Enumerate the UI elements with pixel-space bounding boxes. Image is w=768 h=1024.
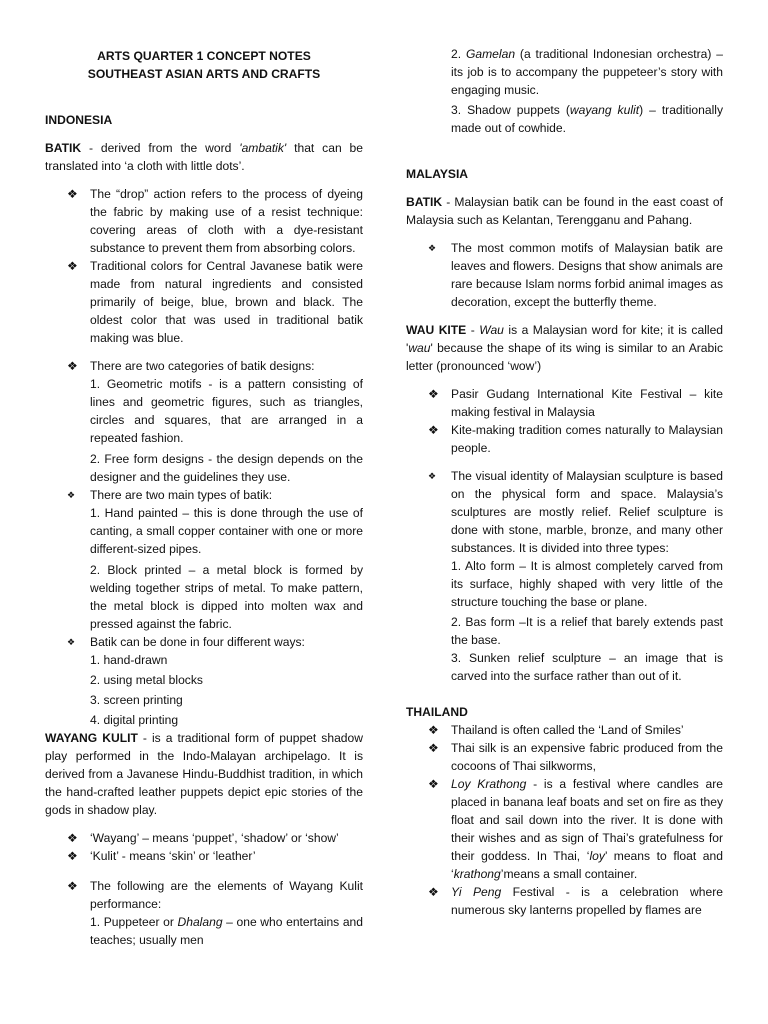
batik-def-a: - derived from the word [81,141,240,155]
shadow-a: 3. Shadow puppets ( [451,103,570,117]
diamond-bullet-icon: ❖ [67,831,78,845]
wayang-def: - is a traditional form of puppet shadow play performed in the Indo-Malayan archipelago. It is derived from a Javanese Hindu-Buddhist tradition, in which the hand-crafted leather puppets depict epic stories of the gods in shadow play. [45,731,363,817]
right-column [406,0,723,919]
list-item [45,185,363,257]
way-item: 2. using metal blocks [90,673,203,687]
left-column [45,0,363,949]
batik-def-ambatik: 'ambatik' [239,141,287,155]
list-item [406,239,723,311]
diamond-bullet-icon: ❖ [428,777,439,791]
list-item [406,739,723,775]
yi-peng-def: Festival - is a celebration where numerous sky lanterns propelled by flames are [451,885,723,917]
sculpture-list [406,467,723,557]
categories-intro: There are two categories of batik designs: [90,359,315,373]
hand-painted: 1. Hand painted – this is done through the use of canting, a small copper container with one or more different-sized pipes. [90,506,363,556]
wayang-term: WAYANG KULIT [45,731,138,745]
list-item [406,421,723,457]
small-bullet-icon: ❖ [428,471,437,481]
krathong-word: krathong [453,867,501,881]
diamond-bullet-icon: ❖ [67,879,78,893]
wau-word2: wau [408,341,431,355]
wau-c: ' because the shape of its wing is similar to an Arabic letter (pronounced ‘wow’) [406,341,723,373]
yi-peng-term: Yi Peng [451,885,502,899]
heading-thailand: THAILAND [406,705,468,719]
wau-kite-definition [406,321,723,375]
loy-a: - is a festival where candles are placed in banana leaf boats and set on fire as they float and sail down into the river. It is done with their wishes and as sign of Thai’s gratefulness for their goddess. In Thai, ‘ [451,777,723,863]
block-printed: 2. Block printed – a metal block is formed by welding together strips of metal. To make pattern, the metal block is dipped into molten wax and pressed against the fabric. [90,563,363,631]
gamelan-a: 2. [451,47,466,61]
batik-facts-list [45,185,363,347]
list-item [406,721,723,739]
batik-term: BATIK [45,141,82,155]
list-item [45,357,363,375]
way-item: 4. digital printing [90,713,179,727]
list-item [45,257,363,347]
batik-categories-list [45,357,363,375]
batik-def-b: that can be translated into ‘a cloth with little dots’. [45,141,363,173]
gamelan-element [406,45,723,99]
puppeteer-b: – one who entertains and teaches; usually men [90,915,364,947]
wayang-meaning-list [45,829,363,865]
motifs-text: The most common motifs of Malaysian batik are leaves and flowers. Designs that show animals are rare because Islam norms forbid animal images as decoration, except the butterfly theme. [451,241,723,309]
list-item [406,467,723,557]
types-intro: There are two main types of batik: [90,488,273,502]
geometric-motifs: 1. Geometric motifs - is a pattern consisting of lines and geometric figures, such as triangles, circles and squares, that are arranged in a repeated fashion. [90,377,363,445]
small-bullet-icon: ❖ [428,243,437,253]
thailand-list [406,721,723,919]
puppeteer-a: 1. Puppeteer or [90,915,178,929]
tradition-text: Kite-making tradition comes naturally to Malaysian people. [451,423,723,455]
batik-term: BATIK [406,195,443,209]
list-item [45,829,363,847]
wau-word: Wau [479,323,504,337]
puppeteer-dhalang: Dhalang [177,915,223,929]
kite-facts-list [406,385,723,457]
list-item [406,775,723,883]
silk-text: Thai silk is an expensive fabric produced from the cocoons of Thai silkworms, [451,741,723,773]
shadow-b: ) – traditionally made out of cowhide. [451,103,723,135]
diamond-bullet-icon: ❖ [428,423,439,437]
batik-ways-list [45,633,363,651]
malaysian-batik-def: - Malaysian batik can be found in the east coast of Malaysia such as Kelantan, Terengganu and Pahang. [406,195,723,227]
loy-c: ’means a small container. [500,867,638,881]
shadow-term: wayang kulit [569,103,640,117]
malaysian-motifs-list [406,239,723,311]
heading-indonesia: INDONESIA [45,113,113,127]
kulit-meaning: ‘Kulit’ - means ‘skin’ or ‘leather’ [90,849,256,863]
wau-b: is a Malaysian word for kite; it is called ' [406,323,724,355]
loy-b: ’ means to float and ‘ [451,849,723,881]
diamond-bullet-icon: ❖ [67,187,78,201]
list-item [406,385,723,421]
diamond-bullet-icon: ❖ [428,885,439,899]
gamelan-term: Gamelan [465,47,516,61]
wau-kite-term: WAU KITE [406,323,467,337]
list-item [45,486,363,504]
elements-intro: The following are the elements of Wayang Kulit performance: [90,879,363,911]
shadow-puppets-element [406,101,723,137]
list-item [45,847,363,865]
diamond-bullet-icon: ❖ [428,723,439,737]
wayang-meaning: ‘Wayang’ – means ‘puppet’, ‘shadow’ or ‘show’ [90,831,339,845]
malaysian-batik-definition [406,193,723,229]
festival-text: Pasir Gudang International Kite Festival – kite making festival in Malaysia [451,387,723,419]
small-bullet-icon: ❖ [67,637,76,647]
gamelan-b: (a traditional Indonesian orchestra) – its job is to accompany the puppeteer’s story with engaging music. [451,47,723,97]
alto-form: 1. Alto form – It is almost completely carved from its surface, highly shaped with very little of the structure touching the base or plane. [451,559,723,609]
diamond-bullet-icon: ❖ [428,387,439,401]
bas-form: 2. Bas form –It is a relief that barely extends past the base. [451,615,723,647]
list-item [45,633,363,651]
small-bullet-icon: ❖ [67,490,76,500]
diamond-bullet-icon: ❖ [67,849,78,863]
loy-word: loy [589,849,605,863]
list-item [406,883,723,919]
heading-malaysia: MALAYSIA [406,167,469,181]
way-item: 3. screen printing [90,693,183,707]
diamond-bullet-icon: ❖ [67,359,78,373]
puppeteer-element [45,913,363,949]
doc-title-line2: SOUTHEAST ASIAN ARTS AND CRAFTS [87,67,321,81]
diamond-bullet-icon: ❖ [67,259,78,273]
batik-definition [45,139,363,175]
drop-text: The “drop” action refers to the process of dyeing the fabric by making use of a resist technique: covering areas of cloth with a dye-resistant substance to prevent them from absorbing colors. [90,187,363,255]
sunken-relief: 3. Sunken relief sculpture – an image that is carved into the surface rather than out of it. [451,651,723,683]
list-item [45,877,363,913]
batik-types-list [45,486,363,504]
sculpture-text: The visual identity of Malaysian sculpture is based on the physical form and space. Malaysia’s sculptures are mostly relief. Relief sculpture is done with stone, marble, bronze, and many other substances. It is divided into three types: [451,469,723,555]
colors-text: Traditional colors for Central Javanese batik were made from natural ingredients and consisted primarily of beige, blue, brown and black. The oldest color that was used in traditional batik making was blue. [90,259,363,345]
smiles-text: Thailand is often called the ‘Land of Smiles’ [451,723,684,737]
wayang-elements-list [45,877,363,913]
doc-title-line1: ARTS QUARTER 1 CONCEPT NOTES [97,49,311,63]
freeform-designs: 2. Free form designs - the design depends on the designer and the guidelines they use. [90,452,363,484]
wau-a: - [466,323,480,337]
way-item: 1. hand-drawn [90,653,168,667]
diamond-bullet-icon: ❖ [428,741,439,755]
ways-intro: Batik can be done in four different ways: [90,635,305,649]
wayang-kulit-definition [45,729,363,819]
loy-krathong-term: Loy Krathong [451,777,527,791]
